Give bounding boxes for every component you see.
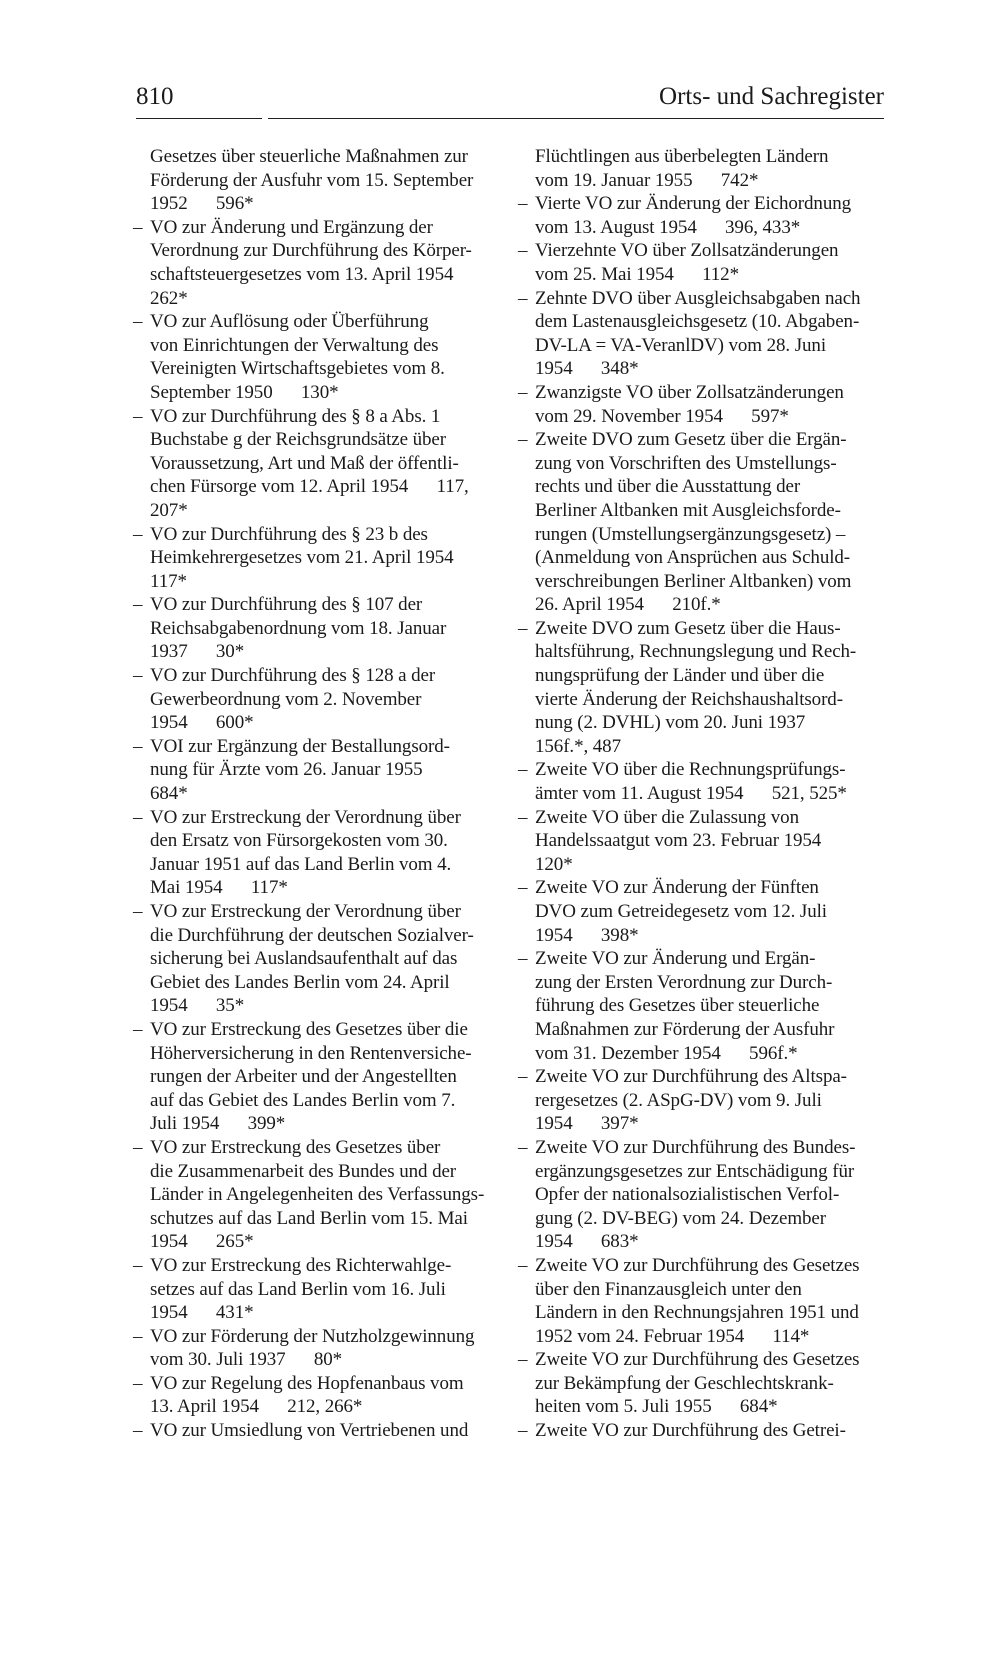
entry-line: VO zur Umsiedlung von Vertriebenen und bbox=[150, 1420, 469, 1442]
index-entry bbox=[133, 1372, 508, 1419]
running-header bbox=[136, 82, 884, 119]
entry-line: dem Lastenausgleichsgesetz (10. Abgaben- bbox=[535, 311, 860, 333]
entry-line: führung des Gesetzes über steuerliche bbox=[535, 995, 820, 1017]
entry-line: Zwanzigste VO über Zollsatzänderungen bbox=[535, 381, 844, 403]
entry-line: vom 13. August 1954 396, 433* bbox=[535, 216, 801, 238]
entry-line: VO zur Durchführung des § 107 der bbox=[150, 594, 423, 616]
entry-dash: – bbox=[518, 1349, 528, 1371]
entry-dash: – bbox=[518, 759, 528, 781]
entry-line: Voraussetzung, Art und Maß der öffentli- bbox=[150, 452, 459, 474]
entry-dash: – bbox=[133, 1420, 143, 1442]
entry-line: Opfer der nationalsozialistischen Verfol- bbox=[535, 1184, 840, 1206]
entry-line: Höherversicherung in den Rentenversiche- bbox=[150, 1042, 472, 1064]
entry-dash: – bbox=[133, 1325, 143, 1347]
index-entry bbox=[518, 1065, 893, 1136]
entry-line: vom 31. Dezember 1954 596f.* bbox=[535, 1042, 798, 1064]
index-entry bbox=[133, 310, 508, 404]
entry-line: 117* bbox=[150, 570, 187, 592]
entry-line: VO zur Auflösung oder Überführung bbox=[150, 311, 429, 333]
entry-line: (Anmeldung von Ansprüchen aus Schuld- bbox=[535, 547, 851, 569]
header-rule-gap bbox=[262, 117, 268, 120]
entry-line: 156f.*, 487 bbox=[535, 735, 621, 757]
entry-line: 1954 35* bbox=[150, 995, 245, 1017]
index-entry bbox=[518, 192, 893, 239]
index-entry bbox=[518, 1136, 893, 1254]
entry-line: 1952 596* bbox=[150, 193, 254, 215]
entry-line: die Durchführung der deutschen Sozialver- bbox=[150, 924, 474, 946]
index-entry bbox=[133, 1325, 508, 1372]
index-entry bbox=[133, 145, 508, 216]
index-entry bbox=[518, 145, 893, 192]
index-entry bbox=[133, 1254, 508, 1325]
entry-line: 1954 431* bbox=[150, 1302, 254, 1324]
entry-line: VO zur Regelung des Hopfenanbaus vom bbox=[150, 1372, 464, 1394]
index-entry bbox=[518, 428, 893, 617]
index-entry bbox=[133, 806, 508, 900]
entry-line: vom 19. Januar 1955 742* bbox=[535, 169, 759, 191]
index-entry bbox=[518, 806, 893, 877]
entry-line: verschreibungen Berliner Altbanken) vom bbox=[535, 570, 852, 592]
entry-line: Zweite VO über die Zulassung von bbox=[535, 806, 799, 828]
entry-line: 26. April 1954 210f.* bbox=[535, 594, 721, 616]
entry-line: Vierzehnte VO über Zollsatzänderungen bbox=[535, 240, 839, 262]
entry-line: schaftsteuergesetzes vom 13. April 1954 bbox=[150, 263, 454, 285]
entry-line: Zweite VO zur Durchführung des Bundes- bbox=[535, 1136, 856, 1158]
index-entry bbox=[133, 216, 508, 310]
entry-line: 1954 398* bbox=[535, 924, 639, 946]
entry-line: VO zur Durchführung des § 128 a der bbox=[150, 665, 436, 687]
index-entry bbox=[518, 947, 893, 1065]
entry-line: vierte Änderung der Reichshaushaltsord- bbox=[535, 688, 843, 710]
entry-dash: – bbox=[518, 193, 528, 215]
page-number: 810 bbox=[136, 83, 174, 110]
entry-line: Zweite VO über die Rechnungsprüfungs- bbox=[535, 759, 846, 781]
entry-line: nungsprüfung der Länder und über die bbox=[535, 665, 825, 687]
entry-dash: – bbox=[133, 1254, 143, 1276]
entry-line: Zweite VO zur Änderung und Ergän- bbox=[535, 948, 816, 970]
entry-line: über den Finanzausgleich unter den bbox=[535, 1278, 802, 1300]
index-column-left bbox=[133, 145, 508, 1443]
entry-dash: – bbox=[133, 594, 143, 616]
entry-line: September 1950 130* bbox=[150, 381, 339, 403]
index-entry bbox=[518, 617, 893, 759]
entry-line: ämter vom 11. August 1954 521, 525* bbox=[535, 783, 847, 805]
entry-line: VO zur Erstreckung des Richterwahlge- bbox=[150, 1254, 452, 1276]
entry-line: VO zur Durchführung des § 23 b des bbox=[150, 523, 428, 545]
entry-line: chen Fürsorge vom 12. April 1954 117, bbox=[150, 476, 469, 498]
entry-dash: – bbox=[133, 1372, 143, 1394]
entry-line: die Zusammenarbeit des Bundes und der bbox=[150, 1160, 457, 1182]
entry-line: nung (2. DVHL) vom 20. Juni 1937 bbox=[535, 712, 806, 734]
entry-line: Handelssaatgut vom 23. Februar 1954 bbox=[535, 830, 822, 852]
entry-line: Heimkehrergesetzes vom 21. April 1954 bbox=[150, 547, 454, 569]
entry-line: Zweite VO zur Durchführung des Altspa- bbox=[535, 1066, 847, 1088]
entry-dash: – bbox=[518, 806, 528, 828]
index-entry bbox=[518, 239, 893, 286]
entry-line: 207* bbox=[150, 499, 188, 521]
entry-line: Berliner Altbanken mit Ausgleichsforde- bbox=[535, 499, 841, 521]
entry-line: 1954 397* bbox=[535, 1113, 639, 1135]
entry-line: sicherung bei Auslandsaufenthalt auf das bbox=[150, 948, 458, 970]
index-entry bbox=[133, 1419, 508, 1443]
entry-dash: – bbox=[518, 429, 528, 451]
index-entry bbox=[518, 1254, 893, 1348]
entry-line: Verordnung zur Durchführung des Körper- bbox=[150, 240, 472, 262]
entry-line: 1954 600* bbox=[150, 712, 254, 734]
entry-line: Gewerbeordnung vom 2. November bbox=[150, 688, 422, 710]
entry-line: 684* bbox=[150, 783, 188, 805]
entry-line: zung der Ersten Verordnung zur Durch- bbox=[535, 971, 833, 993]
entry-line: 1937 30* bbox=[150, 641, 245, 663]
entry-dash: – bbox=[133, 901, 143, 922]
entry-dash: – bbox=[518, 287, 528, 309]
entry-line: Zweite DVO zum Gesetz über die Ergän- bbox=[535, 429, 847, 451]
entry-line: Zehnte DVO über Ausgleichsabgaben nach bbox=[535, 287, 861, 309]
entry-line: DVO zum Getreidegesetz vom 12. Juli bbox=[535, 901, 827, 922]
entry-dash: – bbox=[133, 1136, 143, 1158]
index-column-right bbox=[518, 145, 893, 1443]
entry-line: VO zur Erstreckung des Gesetzes über bbox=[150, 1136, 441, 1158]
entry-dash: – bbox=[133, 523, 143, 545]
entry-line: setzes auf das Land Berlin vom 16. Juli bbox=[150, 1278, 446, 1300]
entry-line: Januar 1951 auf das Land Berlin vom 4. bbox=[150, 853, 452, 875]
entry-line: gung (2. DV-BEG) vom 24. Dezember bbox=[535, 1207, 826, 1229]
index-entry bbox=[518, 1348, 893, 1419]
entry-line: vom 29. November 1954 597* bbox=[535, 405, 789, 427]
entry-line: nung für Ärzte vom 26. Januar 1955 bbox=[150, 759, 423, 781]
entry-line: den Ersatz von Fürsorgekosten vom 30. bbox=[150, 830, 448, 852]
index-entry bbox=[133, 664, 508, 735]
index-entry bbox=[518, 287, 893, 381]
entry-dash: – bbox=[518, 877, 528, 899]
entry-line: Förderung der Ausfuhr vom 15. September bbox=[150, 169, 474, 191]
entry-line: vom 25. Mai 1954 112* bbox=[535, 263, 739, 285]
entry-line: zur Bekämpfung der Geschlechtskrank- bbox=[535, 1372, 834, 1394]
index-entry bbox=[133, 593, 508, 664]
entry-dash: – bbox=[518, 381, 528, 403]
entry-line: Vierte VO zur Änderung der Eichordnung bbox=[535, 193, 852, 215]
entry-line: vom 30. Juli 1937 80* bbox=[150, 1349, 343, 1371]
entry-line: haltsführung, Rechnungslegung und Rech- bbox=[535, 641, 857, 663]
index-entry bbox=[133, 1136, 508, 1254]
index-entry bbox=[518, 1419, 893, 1443]
entry-line: zung von Vorschriften des Umstellungs- bbox=[535, 452, 837, 474]
index-entry bbox=[133, 900, 508, 1018]
entry-line: 120* bbox=[535, 853, 573, 875]
entry-line: Reichsabgabenordnung vom 18. Januar bbox=[150, 617, 447, 639]
entry-line: Vereinigten Wirtschaftsgebietes vom 8. bbox=[150, 358, 445, 380]
entry-dash: – bbox=[133, 665, 143, 687]
entry-line: Zweite VO zur Durchführung des Gesetzes bbox=[535, 1349, 860, 1371]
entry-line: Zweite VO zur Durchführung des Gesetzes bbox=[535, 1254, 860, 1276]
entry-dash: – bbox=[133, 216, 143, 238]
entry-line: auf das Gebiet des Landes Berlin vom 7. bbox=[150, 1089, 456, 1111]
entry-line: Buchstabe g der Reichsgrundsätze über bbox=[150, 429, 446, 451]
entry-line: VO zur Erstreckung des Gesetzes über die bbox=[150, 1018, 468, 1040]
entry-line: Zweite VO zur Änderung der Fünften bbox=[535, 877, 819, 899]
entry-line: VO zur Durchführung des § 8 a Abs. 1 bbox=[150, 405, 441, 427]
entry-line: 1954 683* bbox=[535, 1231, 639, 1253]
entry-line: Zweite VO zur Durchführung des Getrei- bbox=[535, 1420, 846, 1442]
entry-line: ergänzungsgesetzes zur Entschädigung für bbox=[535, 1160, 855, 1182]
entry-line: VO zur Änderung und Ergänzung der bbox=[150, 216, 433, 238]
entry-line: Maßnahmen zur Förderung der Ausfuhr bbox=[535, 1018, 835, 1040]
entry-line: VO zur Erstreckung der Verordnung über bbox=[150, 806, 461, 828]
entry-line: Mai 1954 117* bbox=[150, 877, 288, 899]
entry-line: rechts und über die Ausstattung der bbox=[535, 476, 801, 498]
entry-dash: – bbox=[518, 240, 528, 262]
entry-line: DV-LA = VA-VeranlDV) vom 28. Juni bbox=[535, 334, 827, 356]
index-entry bbox=[518, 876, 893, 947]
entry-line: heiten vom 5. Juli 1955 684* bbox=[535, 1396, 778, 1418]
entry-dash: – bbox=[518, 948, 528, 970]
entry-line: 1952 vom 24. Februar 1954 114* bbox=[535, 1325, 810, 1347]
entry-line: von Einrichtungen der Verwaltung des bbox=[150, 334, 439, 356]
index-entry bbox=[518, 758, 893, 805]
entry-line: VOI zur Ergänzung der Bestallungsord- bbox=[150, 735, 450, 757]
index-entry bbox=[133, 735, 508, 806]
entry-dash: – bbox=[518, 1254, 528, 1276]
entry-line: Ländern in den Rechnungsjahren 1951 und bbox=[535, 1302, 859, 1324]
entry-dash: – bbox=[133, 1018, 143, 1040]
entry-dash: – bbox=[133, 735, 143, 757]
index-entry bbox=[518, 381, 893, 428]
entry-line: Flüchtlingen aus überbelegten Ländern bbox=[535, 146, 829, 167]
entry-line: 13. April 1954 212, 266* bbox=[150, 1396, 363, 1418]
entry-dash: – bbox=[518, 617, 528, 639]
entry-line: VO zur Förderung der Nutzholzgewinnung bbox=[150, 1325, 475, 1347]
running-title: Orts- und Sachregister bbox=[659, 83, 884, 110]
entry-line: VO zur Erstreckung der Verordnung über bbox=[150, 901, 461, 922]
entry-line: schutzes auf das Land Berlin vom 15. Mai bbox=[150, 1207, 468, 1229]
entry-line: Gebiet des Landes Berlin vom 24. April bbox=[150, 971, 450, 993]
entry-dash: – bbox=[518, 1136, 528, 1158]
entry-dash: – bbox=[518, 1420, 528, 1442]
entry-line: 1954 265* bbox=[150, 1231, 254, 1253]
entry-line: 1954 348* bbox=[535, 358, 639, 380]
entry-line: rungen der Arbeiter und der Angestellten bbox=[150, 1066, 457, 1088]
entry-dash: – bbox=[133, 806, 143, 828]
entry-line: 262* bbox=[150, 287, 188, 309]
entry-dash: – bbox=[518, 1066, 528, 1088]
entry-line: rergesetzes (2. ASpG-DV) vom 9. Juli bbox=[535, 1089, 822, 1111]
index-entry bbox=[133, 1018, 508, 1136]
entry-line: Zweite DVO zum Gesetz über die Haus- bbox=[535, 617, 841, 639]
entry-line: rungen (Umstellungsergänzungsgesetz) – bbox=[535, 523, 846, 545]
entry-line: Juli 1954 399* bbox=[150, 1113, 286, 1135]
entry-line: Gesetzes über steuerliche Maßnahmen zur bbox=[150, 146, 468, 167]
entry-dash: – bbox=[133, 311, 143, 333]
index-entry bbox=[133, 523, 508, 594]
entry-dash: – bbox=[133, 405, 143, 427]
index-entry bbox=[133, 405, 508, 523]
entry-line: Länder in Angelegenheiten des Verfassungs- bbox=[150, 1184, 485, 1206]
